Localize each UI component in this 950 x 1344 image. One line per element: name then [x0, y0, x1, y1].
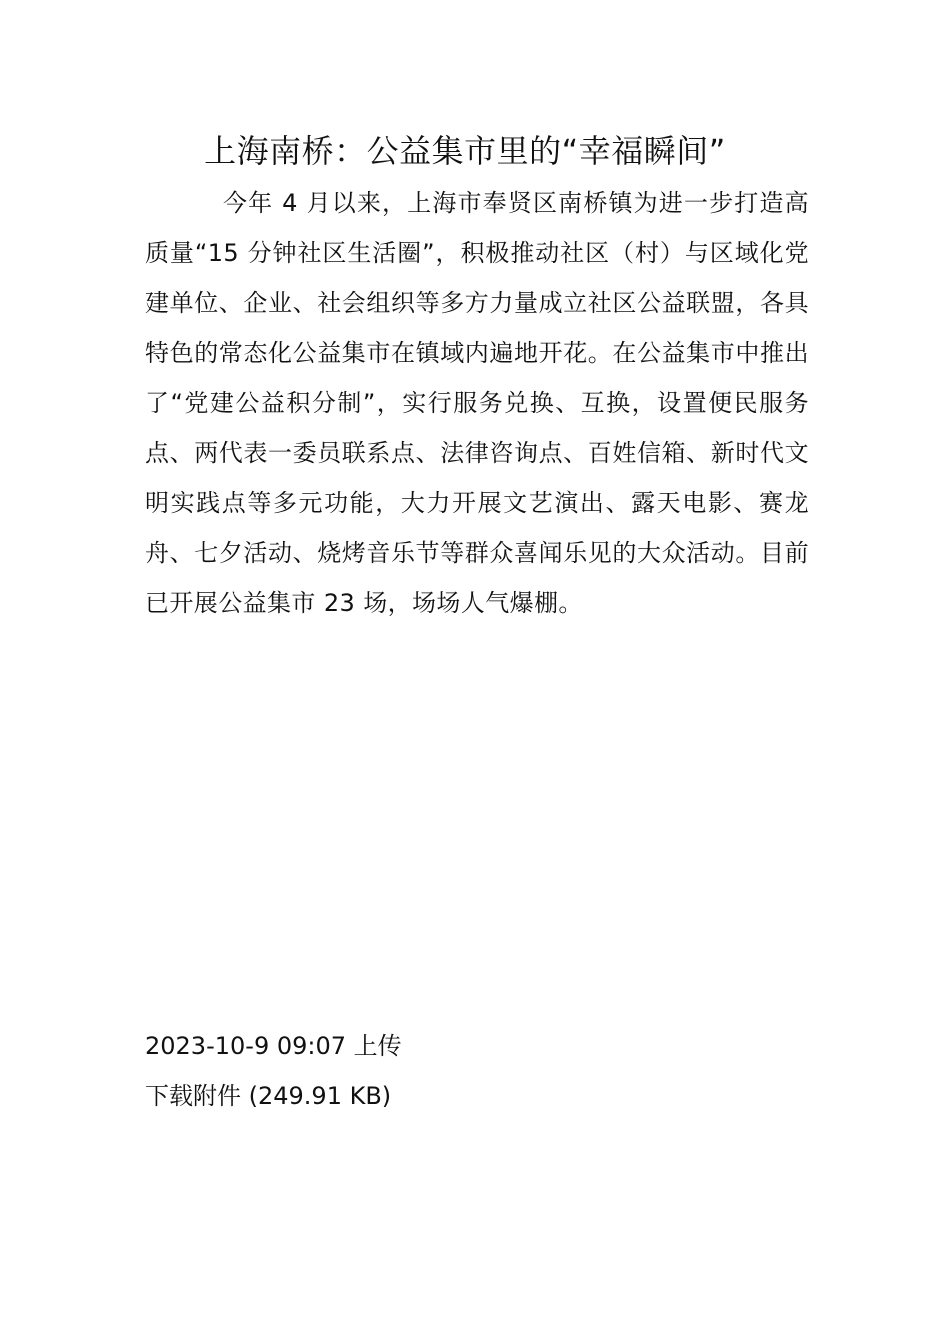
article-paragraph: 今年 4 月以来，上海市奉贤区南桥镇为进一步打造高质量“15 分钟社区生活圈”，积极推动社区（村）与区域化党建单位、企业、社会组织等多方力量成立社区公益联盟，各具特色的常态化公益集市在镇域内遍地开花。在公益集市中推出了“党建公益积分制”，实行服务兑换、互换，设置便民服务点、两代表一委员联系点、法律咨询点、百姓信箱、新时代文明实践点等多元功能，大力开展文艺演出、露天电影、赛龙舟、七夕活动、烧烤音乐节等群众喜闻乐见的大众活动。目前已开展公益集市 23 场，场场人气爆棚。 — [145, 189, 809, 617]
download-attachment-link[interactable]: 下载附件 (249.91 KB) — [145, 1082, 392, 1110]
article-title: 上海南桥：公益集市里的“幸福瞬间” — [204, 132, 726, 170]
upload-timestamp: 2023-10-9 09:07 上传 — [145, 1032, 402, 1060]
